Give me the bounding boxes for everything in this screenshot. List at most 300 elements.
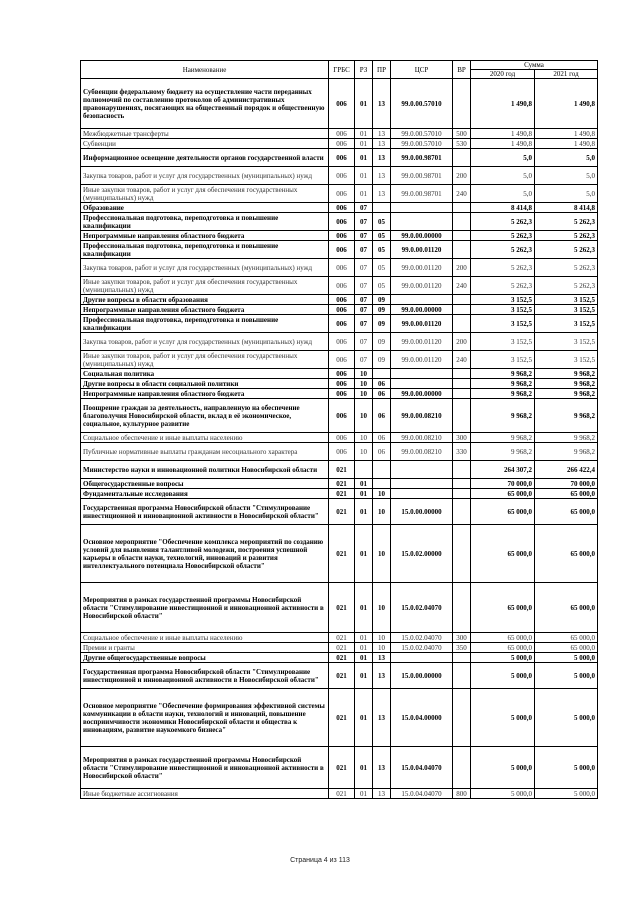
row-pr-cell: 10 bbox=[373, 633, 391, 643]
row-name-cell: Социальное обеспечение и иные выплаты населению bbox=[81, 633, 329, 643]
row-name-cell: Закупка товаров, работ и услуг для государственных (муниципальных) нужд bbox=[81, 333, 329, 351]
row-pr-cell: 05 bbox=[373, 241, 391, 259]
table-row bbox=[81, 241, 598, 259]
row-grbs-cell: 021 bbox=[329, 479, 355, 489]
row-sum-2021-cell: 3 152,5 bbox=[535, 295, 598, 305]
row-sum-2021-cell: 65 000,0 bbox=[535, 633, 598, 643]
row-vr-cell: 240 bbox=[453, 185, 471, 203]
row-sum-2020-cell: 5 262,3 bbox=[471, 241, 535, 259]
row-rz-cell: 01 bbox=[355, 129, 373, 139]
row-pr-cell: 09 bbox=[373, 315, 391, 333]
table-row bbox=[81, 643, 598, 653]
row-vr-cell bbox=[453, 583, 471, 633]
row-vr-cell bbox=[453, 379, 471, 389]
row-pr-cell: 05 bbox=[373, 259, 391, 277]
row-vr-cell bbox=[453, 499, 471, 525]
table-row bbox=[81, 443, 598, 461]
row-sum-2020-cell: 9 968,2 bbox=[471, 443, 535, 461]
row-vr-cell bbox=[453, 79, 471, 129]
row-csr-cell: 15.0.00.00000 bbox=[391, 499, 453, 525]
row-grbs-cell: 006 bbox=[329, 379, 355, 389]
row-vr-cell: 330 bbox=[453, 443, 471, 461]
table-row bbox=[81, 369, 598, 379]
row-grbs-cell: 006 bbox=[329, 241, 355, 259]
row-csr-cell: 99.0.00.08210 bbox=[391, 433, 453, 443]
row-grbs-cell: 006 bbox=[329, 203, 355, 213]
row-sum-2021-cell: 9 968,2 bbox=[535, 379, 598, 389]
row-csr-cell: 99.0.00.01120 bbox=[391, 277, 453, 295]
row-csr-cell bbox=[391, 295, 453, 305]
row-csr-cell: 99.0.00.01120 bbox=[391, 333, 453, 351]
row-vr-cell bbox=[453, 213, 471, 231]
row-name-cell: Образование bbox=[81, 203, 329, 213]
row-sum-2021-cell: 9 968,2 bbox=[535, 399, 598, 433]
row-sum-2021-cell: 3 152,5 bbox=[535, 351, 598, 369]
row-vr-cell bbox=[453, 479, 471, 489]
row-csr-cell: 15.0.00.00000 bbox=[391, 663, 453, 689]
table-row bbox=[81, 185, 598, 203]
table-row bbox=[81, 315, 598, 333]
row-csr-cell: 99.0.00.00000 bbox=[391, 305, 453, 315]
row-vr-cell bbox=[453, 525, 471, 583]
row-pr-cell: 13 bbox=[373, 789, 391, 799]
row-vr-cell bbox=[453, 231, 471, 241]
row-rz-cell: 07 bbox=[355, 277, 373, 295]
row-sum-2021-cell: 8 414,8 bbox=[535, 203, 598, 213]
row-grbs-cell: 006 bbox=[329, 369, 355, 379]
row-csr-cell: 99.0.00.57010 bbox=[391, 139, 453, 149]
row-vr-cell bbox=[453, 663, 471, 689]
row-csr-cell bbox=[391, 369, 453, 379]
row-sum-2020-cell: 1 490,8 bbox=[471, 129, 535, 139]
table-row bbox=[81, 663, 598, 689]
row-rz-cell: 01 bbox=[355, 185, 373, 203]
row-sum-2021-cell: 5 262,3 bbox=[535, 241, 598, 259]
table-row bbox=[81, 139, 598, 149]
row-sum-2021-cell: 65 000,0 bbox=[535, 583, 598, 633]
row-sum-2021-cell: 65 000,0 bbox=[535, 489, 598, 499]
row-grbs-cell: 006 bbox=[329, 295, 355, 305]
row-sum-2021-cell: 70 000,0 bbox=[535, 479, 598, 489]
row-name-cell: Основное мероприятие "Обеспечение комплекса мероприятий по созданию условий для выявления талантливой молодежи, построения успешной карьеры в области науки, технологий, инноваций и развития интеллектуального потенциала Новосибирской области" bbox=[81, 525, 329, 583]
row-csr-cell: 99.0.00.98701 bbox=[391, 185, 453, 203]
row-grbs-cell: 006 bbox=[329, 333, 355, 351]
row-grbs-cell: 021 bbox=[329, 633, 355, 643]
row-grbs-cell: 006 bbox=[329, 79, 355, 129]
row-vr-cell: 350 bbox=[453, 643, 471, 653]
row-sum-2020-cell: 65 000,0 bbox=[471, 583, 535, 633]
budget-table bbox=[80, 60, 598, 799]
row-sum-2021-cell: 5 000,0 bbox=[535, 789, 598, 799]
row-vr-cell: 530 bbox=[453, 139, 471, 149]
row-rz-cell: 10 bbox=[355, 379, 373, 389]
header-year-2020: 2020 год bbox=[471, 70, 535, 79]
row-grbs-cell: 006 bbox=[329, 433, 355, 443]
row-sum-2020-cell: 5 000,0 bbox=[471, 789, 535, 799]
row-grbs-cell: 021 bbox=[329, 489, 355, 499]
row-name-cell: Профессиональная подготовка, переподготовка и повышение квалификации bbox=[81, 241, 329, 259]
row-rz-cell: 07 bbox=[355, 305, 373, 315]
row-name-cell: Профессиональная подготовка, переподготовка и повышение квалификации bbox=[81, 213, 329, 231]
header-sum: Сумма bbox=[471, 61, 598, 70]
row-pr-cell: 06 bbox=[373, 379, 391, 389]
row-name-cell: Закупка товаров, работ и услуг для государственных (муниципальных) нужд bbox=[81, 167, 329, 185]
row-sum-2021-cell: 65 000,0 bbox=[535, 499, 598, 525]
row-rz-cell: 07 bbox=[355, 231, 373, 241]
row-rz-cell: 01 bbox=[355, 653, 373, 663]
row-grbs-cell: 006 bbox=[329, 399, 355, 433]
row-sum-2020-cell: 264 307,2 bbox=[471, 461, 535, 479]
row-pr-cell: 06 bbox=[373, 433, 391, 443]
row-rz-cell: 10 bbox=[355, 369, 373, 379]
table-row bbox=[81, 399, 598, 433]
row-grbs-cell: 006 bbox=[329, 259, 355, 277]
row-grbs-cell: 021 bbox=[329, 663, 355, 689]
row-name-cell: Социальная политика bbox=[81, 369, 329, 379]
row-name-cell: Министерство науки и инновационной политики Новосибирской области bbox=[81, 461, 329, 479]
row-sum-2020-cell: 9 968,2 bbox=[471, 389, 535, 399]
row-sum-2020-cell: 3 152,5 bbox=[471, 333, 535, 351]
page-footer: Страница 4 из 113 bbox=[290, 857, 350, 864]
table-row bbox=[81, 389, 598, 399]
row-csr-cell bbox=[391, 461, 453, 479]
row-pr-cell: 13 bbox=[373, 167, 391, 185]
row-sum-2020-cell: 5 262,3 bbox=[471, 213, 535, 231]
row-pr-cell: 10 bbox=[373, 583, 391, 633]
row-csr-cell: 99.0.00.08210 bbox=[391, 399, 453, 433]
row-csr-cell: 15.0.02.04070 bbox=[391, 583, 453, 633]
row-vr-cell: 300 bbox=[453, 633, 471, 643]
row-sum-2020-cell: 1 490,8 bbox=[471, 79, 535, 129]
row-name-cell: Непрограммные направления областного бюджета bbox=[81, 231, 329, 241]
row-grbs-cell: 021 bbox=[329, 525, 355, 583]
header-rz: РЗ bbox=[355, 61, 373, 79]
row-grbs-cell: 006 bbox=[329, 231, 355, 241]
row-grbs-cell: 021 bbox=[329, 643, 355, 653]
row-grbs-cell: 021 bbox=[329, 653, 355, 663]
row-vr-cell: 200 bbox=[453, 167, 471, 185]
row-csr-cell bbox=[391, 203, 453, 213]
row-vr-cell bbox=[453, 369, 471, 379]
row-grbs-cell: 006 bbox=[329, 277, 355, 295]
row-grbs-cell: 006 bbox=[329, 149, 355, 167]
row-pr-cell: 05 bbox=[373, 231, 391, 241]
row-name-cell: Публичные нормативные выплаты гражданам несоциального характера bbox=[81, 443, 329, 461]
row-sum-2020-cell: 8 414,8 bbox=[471, 203, 535, 213]
row-sum-2020-cell: 5 262,3 bbox=[471, 277, 535, 295]
row-grbs-cell: 021 bbox=[329, 583, 355, 633]
table-row bbox=[81, 747, 598, 789]
row-rz-cell: 01 bbox=[355, 633, 373, 643]
row-pr-cell bbox=[373, 461, 391, 479]
row-pr-cell bbox=[373, 369, 391, 379]
row-pr-cell: 13 bbox=[373, 185, 391, 203]
table-row bbox=[81, 461, 598, 479]
row-csr-cell: 99.0.00.01120 bbox=[391, 259, 453, 277]
row-sum-2021-cell: 5 262,3 bbox=[535, 259, 598, 277]
row-rz-cell: 01 bbox=[355, 525, 373, 583]
row-pr-cell: 13 bbox=[373, 139, 391, 149]
row-name-cell: Субвенции bbox=[81, 139, 329, 149]
row-rz-cell: 01 bbox=[355, 479, 373, 489]
row-sum-2021-cell: 9 968,2 bbox=[535, 433, 598, 443]
row-grbs-cell: 006 bbox=[329, 213, 355, 231]
row-vr-cell bbox=[453, 315, 471, 333]
row-rz-cell: 01 bbox=[355, 149, 373, 167]
row-name-cell: Фундаментальные исследования bbox=[81, 489, 329, 499]
row-vr-cell bbox=[453, 389, 471, 399]
row-vr-cell: 200 bbox=[453, 259, 471, 277]
table-row bbox=[81, 653, 598, 663]
row-csr-cell bbox=[391, 653, 453, 663]
row-csr-cell: 15.0.04.00000 bbox=[391, 689, 453, 747]
row-rz-cell: 10 bbox=[355, 389, 373, 399]
header-year-2021: 2021 год bbox=[535, 70, 598, 79]
row-sum-2020-cell: 5,0 bbox=[471, 167, 535, 185]
row-rz-cell: 07 bbox=[355, 259, 373, 277]
row-sum-2020-cell: 9 968,2 bbox=[471, 399, 535, 433]
row-rz-cell bbox=[355, 461, 373, 479]
row-pr-cell: 06 bbox=[373, 443, 391, 461]
row-grbs-cell: 021 bbox=[329, 499, 355, 525]
row-name-cell: Другие общегосударственные вопросы bbox=[81, 653, 329, 663]
row-sum-2021-cell: 5 000,0 bbox=[535, 653, 598, 663]
row-rz-cell: 01 bbox=[355, 139, 373, 149]
row-rz-cell: 07 bbox=[355, 295, 373, 305]
row-sum-2021-cell: 5,0 bbox=[535, 149, 598, 167]
row-vr-cell bbox=[453, 399, 471, 433]
row-name-cell: Другие вопросы в области образования bbox=[81, 295, 329, 305]
row-rz-cell: 01 bbox=[355, 663, 373, 689]
row-sum-2021-cell: 3 152,5 bbox=[535, 305, 598, 315]
row-csr-cell: 99.0.00.98701 bbox=[391, 167, 453, 185]
row-pr-cell: 05 bbox=[373, 277, 391, 295]
row-vr-cell bbox=[453, 461, 471, 479]
header-pr: ПР bbox=[373, 61, 391, 79]
row-name-cell: Иные закупки товаров, работ и услуг для обеспечения государственных (муниципальных) нужд bbox=[81, 277, 329, 295]
row-grbs-cell: 006 bbox=[329, 305, 355, 315]
row-csr-cell bbox=[391, 489, 453, 499]
header-grbs: ГРБС bbox=[329, 61, 355, 79]
row-sum-2020-cell: 9 968,2 bbox=[471, 433, 535, 443]
row-vr-cell bbox=[453, 295, 471, 305]
row-sum-2021-cell: 3 152,5 bbox=[535, 315, 598, 333]
row-sum-2021-cell: 5 262,3 bbox=[535, 277, 598, 295]
row-grbs-cell: 006 bbox=[329, 389, 355, 399]
row-pr-cell: 09 bbox=[373, 305, 391, 315]
row-rz-cell: 01 bbox=[355, 489, 373, 499]
row-sum-2020-cell: 9 968,2 bbox=[471, 379, 535, 389]
row-sum-2020-cell: 5 262,3 bbox=[471, 259, 535, 277]
row-rz-cell: 10 bbox=[355, 399, 373, 433]
row-vr-cell: 800 bbox=[453, 789, 471, 799]
row-csr-cell: 99.0.00.57010 bbox=[391, 79, 453, 129]
row-csr-cell: 15.0.04.04070 bbox=[391, 747, 453, 789]
table-row bbox=[81, 333, 598, 351]
row-sum-2020-cell: 5,0 bbox=[471, 149, 535, 167]
row-vr-cell bbox=[453, 203, 471, 213]
row-sum-2021-cell: 65 000,0 bbox=[535, 643, 598, 653]
row-rz-cell: 10 bbox=[355, 443, 373, 461]
row-rz-cell: 07 bbox=[355, 213, 373, 231]
row-sum-2020-cell: 5 000,0 bbox=[471, 653, 535, 663]
row-sum-2020-cell: 65 000,0 bbox=[471, 525, 535, 583]
row-sum-2021-cell: 5 000,0 bbox=[535, 747, 598, 789]
table-header bbox=[81, 61, 598, 79]
row-vr-cell bbox=[453, 689, 471, 747]
row-pr-cell: 06 bbox=[373, 399, 391, 433]
row-rz-cell: 01 bbox=[355, 689, 373, 747]
row-sum-2021-cell: 5,0 bbox=[535, 167, 598, 185]
row-rz-cell: 01 bbox=[355, 583, 373, 633]
row-pr-cell: 13 bbox=[373, 129, 391, 139]
row-name-cell: Государственная программа Новосибирской области "Стимулирование инвестиционной и инновационной активности в Новосибирской области" bbox=[81, 663, 329, 689]
row-grbs-cell: 021 bbox=[329, 789, 355, 799]
table-row bbox=[81, 789, 598, 799]
row-sum-2021-cell: 1 490,8 bbox=[535, 139, 598, 149]
row-pr-cell: 10 bbox=[373, 643, 391, 653]
table-row bbox=[81, 203, 598, 213]
table-row bbox=[81, 277, 598, 295]
table-row bbox=[81, 583, 598, 633]
row-name-cell: Закупка товаров, работ и услуг для государственных (муниципальных) нужд bbox=[81, 259, 329, 277]
row-grbs-cell: 006 bbox=[329, 167, 355, 185]
table-row bbox=[81, 433, 598, 443]
row-sum-2021-cell: 266 422,4 bbox=[535, 461, 598, 479]
row-name-cell: Непрограммные направления областного бюджета bbox=[81, 389, 329, 399]
row-pr-cell: 05 bbox=[373, 213, 391, 231]
row-rz-cell: 01 bbox=[355, 643, 373, 653]
row-csr-cell bbox=[391, 479, 453, 489]
row-name-cell: Общегосударственные вопросы bbox=[81, 479, 329, 489]
row-pr-cell: 13 bbox=[373, 79, 391, 129]
table-row bbox=[81, 259, 598, 277]
row-rz-cell: 07 bbox=[355, 203, 373, 213]
row-csr-cell: 99.0.00.01120 bbox=[391, 315, 453, 333]
row-sum-2020-cell: 3 152,5 bbox=[471, 351, 535, 369]
table-row bbox=[81, 379, 598, 389]
row-sum-2020-cell: 5 000,0 bbox=[471, 747, 535, 789]
row-grbs-cell: 006 bbox=[329, 443, 355, 461]
row-name-cell: Иные закупки товаров, работ и услуг для обеспечения государственных (муниципальных) нужд bbox=[81, 351, 329, 369]
row-grbs-cell: 006 bbox=[329, 129, 355, 139]
table-row bbox=[81, 213, 598, 231]
row-rz-cell: 01 bbox=[355, 499, 373, 525]
row-csr-cell: 99.0.00.98701 bbox=[391, 149, 453, 167]
row-sum-2021-cell: 5 000,0 bbox=[535, 663, 598, 689]
row-pr-cell: 10 bbox=[373, 499, 391, 525]
row-rz-cell: 07 bbox=[355, 333, 373, 351]
row-name-cell: Поощрение граждан за деятельность, направленную на обеспечение благополучия Новосибирской области, вклад в её экономическое, социальное, культурное развитие bbox=[81, 399, 329, 433]
row-sum-2021-cell: 5 262,3 bbox=[535, 231, 598, 241]
row-grbs-cell: 021 bbox=[329, 689, 355, 747]
header-vr: ВР bbox=[453, 61, 471, 79]
table-row bbox=[81, 167, 598, 185]
row-rz-cell: 01 bbox=[355, 789, 373, 799]
row-vr-cell bbox=[453, 149, 471, 167]
row-sum-2020-cell: 5 000,0 bbox=[471, 663, 535, 689]
row-vr-cell bbox=[453, 653, 471, 663]
row-csr-cell: 99.0.00.00000 bbox=[391, 389, 453, 399]
row-csr-cell: 15.0.02.04070 bbox=[391, 643, 453, 653]
row-csr-cell: 15.0.02.00000 bbox=[391, 525, 453, 583]
row-name-cell: Непрограммные направления областного бюджета bbox=[81, 305, 329, 315]
row-sum-2020-cell: 65 000,0 bbox=[471, 489, 535, 499]
row-grbs-cell: 006 bbox=[329, 315, 355, 333]
row-pr-cell: 09 bbox=[373, 295, 391, 305]
row-sum-2020-cell: 5 262,3 bbox=[471, 231, 535, 241]
row-grbs-cell: 021 bbox=[329, 461, 355, 479]
row-sum-2020-cell: 3 152,5 bbox=[471, 315, 535, 333]
row-vr-cell: 240 bbox=[453, 277, 471, 295]
row-name-cell: Субвенции федеральному бюджету на осуществление части переданных полномочий по составлению протоколов об административных правонарушениях, посягающих на общественный порядок и общественную безопасность bbox=[81, 79, 329, 129]
table-row bbox=[81, 489, 598, 499]
row-csr-cell: 99.0.00.57010 bbox=[391, 129, 453, 139]
row-sum-2020-cell: 65 000,0 bbox=[471, 643, 535, 653]
row-vr-cell: 240 bbox=[453, 351, 471, 369]
row-grbs-cell: 021 bbox=[329, 747, 355, 789]
row-name-cell: Профессиональная подготовка, переподготовка и повышение квалификации bbox=[81, 315, 329, 333]
row-pr-cell: 13 bbox=[373, 689, 391, 747]
table-row bbox=[81, 689, 598, 747]
row-csr-cell: 99.0.00.01120 bbox=[391, 241, 453, 259]
row-pr-cell: 10 bbox=[373, 489, 391, 499]
row-name-cell: Иные закупки товаров, работ и услуг для обеспечения государственных (муниципальных) нужд bbox=[81, 185, 329, 203]
row-name-cell: Межбюджетные трансферты bbox=[81, 129, 329, 139]
row-sum-2021-cell: 1 490,8 bbox=[535, 79, 598, 129]
row-name-cell: Другие вопросы в области социальной политики bbox=[81, 379, 329, 389]
row-rz-cell: 01 bbox=[355, 167, 373, 185]
row-csr-cell bbox=[391, 213, 453, 231]
row-sum-2021-cell: 1 490,8 bbox=[535, 129, 598, 139]
row-sum-2020-cell: 70 000,0 bbox=[471, 479, 535, 489]
table-row bbox=[81, 305, 598, 315]
row-csr-cell: 15.0.04.04070 bbox=[391, 789, 453, 799]
row-pr-cell: 13 bbox=[373, 653, 391, 663]
row-vr-cell bbox=[453, 305, 471, 315]
table-row bbox=[81, 129, 598, 139]
row-sum-2021-cell: 3 152,5 bbox=[535, 333, 598, 351]
row-vr-cell: 200 bbox=[453, 333, 471, 351]
budget-table-sheet bbox=[80, 60, 597, 799]
row-rz-cell: 07 bbox=[355, 315, 373, 333]
table-body bbox=[81, 79, 598, 799]
row-name-cell: Социальное обеспечение и иные выплаты населению bbox=[81, 433, 329, 443]
row-sum-2021-cell: 9 968,2 bbox=[535, 389, 598, 399]
row-pr-cell bbox=[373, 479, 391, 489]
row-sum-2020-cell: 5,0 bbox=[471, 185, 535, 203]
row-pr-cell: 13 bbox=[373, 663, 391, 689]
row-pr-cell bbox=[373, 203, 391, 213]
row-rz-cell: 01 bbox=[355, 747, 373, 789]
table-row bbox=[81, 499, 598, 525]
row-vr-cell: 300 bbox=[453, 433, 471, 443]
row-name-cell: Мероприятия в рамках государственной программы Новосибирской области "Стимулирование инвестиционной и инновационной активности в Новосибирской области" bbox=[81, 747, 329, 789]
row-grbs-cell: 006 bbox=[329, 139, 355, 149]
row-sum-2021-cell: 5,0 bbox=[535, 185, 598, 203]
row-name-cell: Информационное освещение деятельности органов государственной власти bbox=[81, 149, 329, 167]
row-csr-cell: 99.0.00.00000 bbox=[391, 231, 453, 241]
row-sum-2021-cell: 5 262,3 bbox=[535, 213, 598, 231]
table-row bbox=[81, 351, 598, 369]
table-row bbox=[81, 525, 598, 583]
row-name-cell: Основное мероприятие "Обеспечение формирования эффективной системы коммуникации в области науки, технологий и инноваций, повышение восприимчивости экономики Новосибирской области и общества к инновациям, развитие наукоемкого бизнеса" bbox=[81, 689, 329, 747]
header-csr: ЦСР bbox=[391, 61, 453, 79]
row-name-cell: Мероприятия в рамках государственной программы Новосибирской области "Стимулирование инвестиционной и инновационной активности в Новосибирской области" bbox=[81, 583, 329, 633]
row-sum-2020-cell: 1 490,8 bbox=[471, 139, 535, 149]
row-sum-2021-cell: 9 968,2 bbox=[535, 369, 598, 379]
row-pr-cell: 10 bbox=[373, 525, 391, 583]
